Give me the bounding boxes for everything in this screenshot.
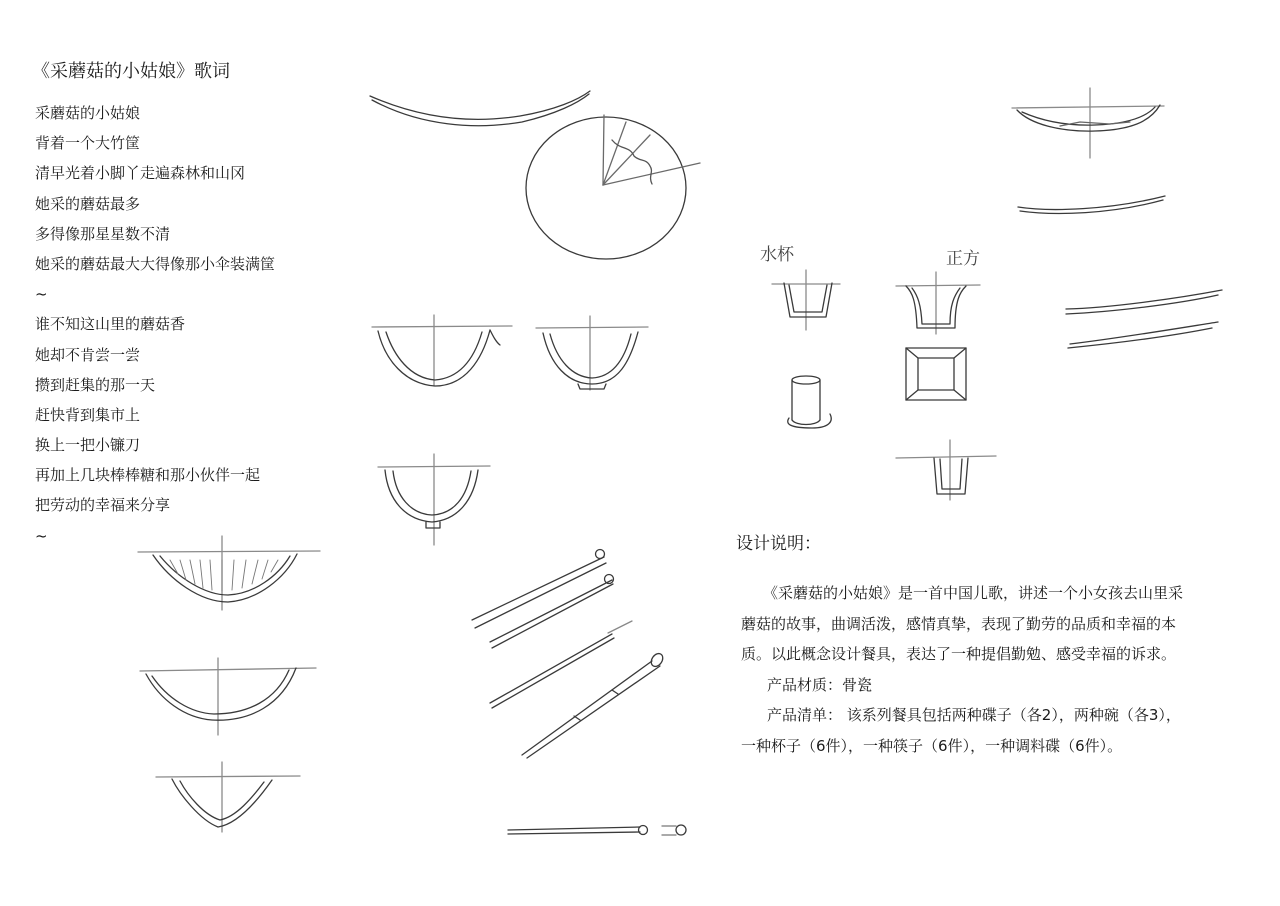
square-dish-sketch: [896, 249, 996, 500]
bowl-sketch-deep: [378, 454, 490, 545]
round-plate-sketch: [526, 115, 700, 259]
flat-plate-sketch: [1018, 196, 1165, 213]
lyric-line: ~: [35, 285, 48, 304]
lyric-line: 她采的蘑菇最大大得像那小伞装满筐: [35, 254, 276, 273]
lyric-line: 她采的蘑菇最多: [35, 194, 141, 213]
design-material: 产品材质：骨瓷: [767, 675, 873, 694]
bowl-sketch-footed: [536, 316, 648, 390]
cup-label: 水杯: [760, 245, 794, 265]
design-product-list: 产品清单： 该系列餐具包括两种碟子（各2），两种碗（各3），一种杯子（6件），一种筷子（6件），一种调料碟（6件）。: [741, 706, 1181, 755]
lyric-line: 攒到赶集的那一天: [35, 375, 156, 394]
chopsticks-sketch: [472, 550, 686, 836]
lyric-line: ~: [35, 526, 48, 545]
long-flat-dish-sketch: [1066, 290, 1222, 348]
lyric-line: 清早光着小脚丫走遍森林和山冈: [35, 164, 246, 183]
lyric-line: 把劳动的幸福来分享: [35, 496, 171, 515]
square-label: 正方: [946, 249, 980, 269]
bowl-sketch-large: [372, 315, 512, 386]
shallow-bowl-sketch: [140, 658, 316, 735]
lyric-line: 背着一个大竹筐: [35, 134, 141, 153]
lyric-line: 再加上几块棒棒糖和那小伙伴一起: [35, 466, 261, 485]
lyric-line: 她却不肯尝一尝: [35, 345, 141, 364]
lyric-line: 多得像那星星数不清: [35, 224, 171, 243]
lyric-line: 谁不知这山里的蘑菇香: [35, 315, 186, 334]
design-description: [741, 578, 1193, 761]
lyric-line: 赶快背到集市上: [35, 405, 141, 424]
lyric-line: 换上一把小镰刀: [35, 436, 141, 455]
lyrics-list: [35, 100, 275, 553]
page-title: 《采蘑菇的小姑娘》歌词: [32, 61, 230, 82]
design-intro: 《采蘑菇的小姑娘》是一首中国儿歌，讲述一个小女孩去山里采蘑菇的故事，曲调活泼，感情真挚，表现了勤劳的品质和幸福的本质。以此概念设计餐具，表达了一种提倡勤勉、感受幸福的诉求。: [741, 584, 1184, 663]
long-plate-sketch: [370, 91, 590, 126]
water-cup-sketch: [760, 245, 840, 428]
design-heading: 设计说明：: [736, 534, 821, 554]
boat-dish-sketch: [1012, 88, 1164, 158]
small-bowl-sketch: [156, 762, 300, 832]
lyric-line: 采蘑菇的小姑娘: [35, 104, 141, 122]
